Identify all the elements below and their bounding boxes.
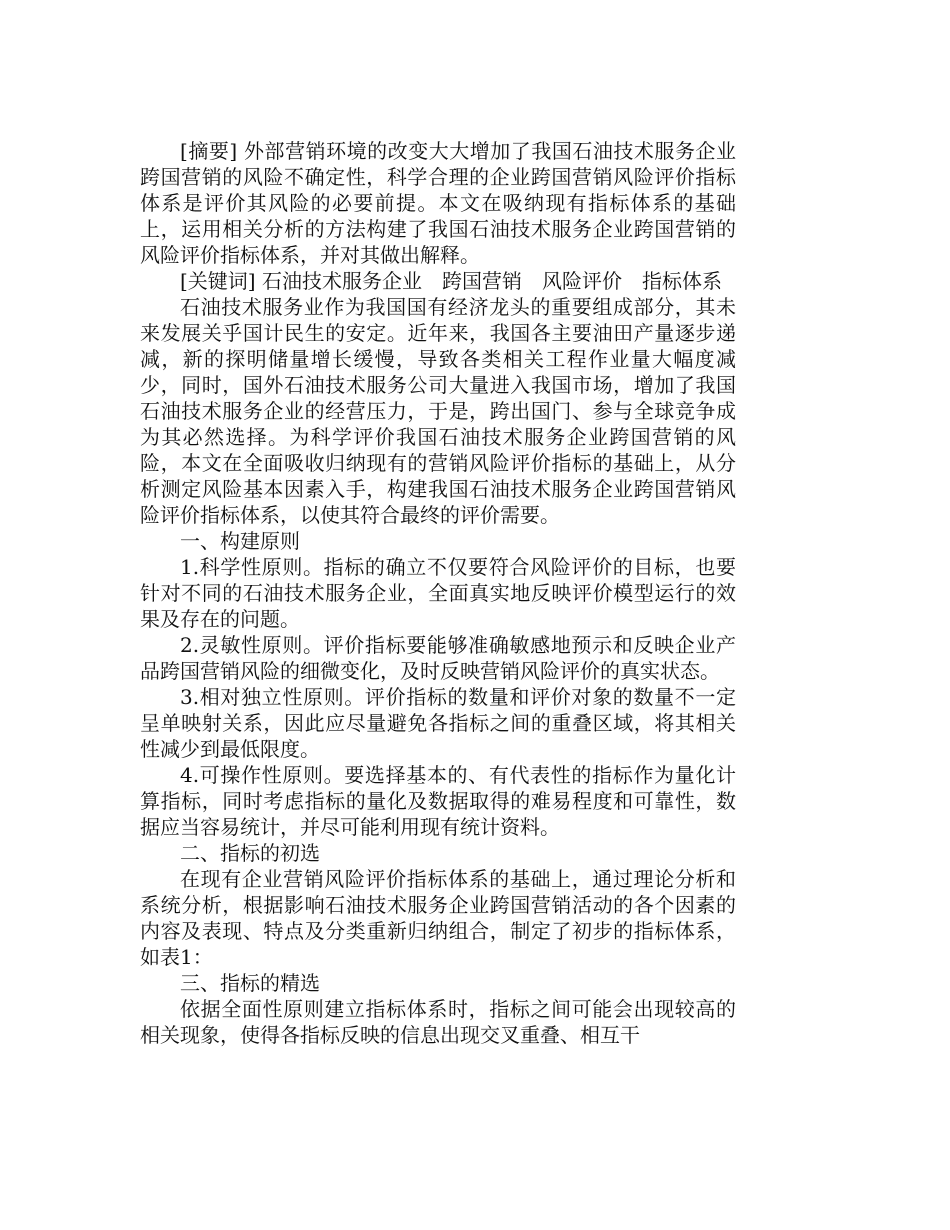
section-3-paragraph: 依据全面性原则建立指标体系时，指标之间可能会出现较高的相关现象，使得各指标反映的信息出现交叉重叠、相互干 <box>140 997 736 1047</box>
section-2-paragraph: 在现有企业营销风险评价指标体系的基础上，通过理论分析和系统分析，根据影响石油技术服务企业跨国营销活动的各个因素的内容及表现、特点及分类重新归纳组合，制定了初步的指标体系，如表1： <box>140 867 736 969</box>
document-body <box>140 138 736 1048</box>
section-3-heading: 三、指标的精选 <box>180 971 320 995</box>
principle-2-paragraph: 2.灵敏性原则。评价指标要能够准确敏感地预示和反映企业产品跨国营销风险的细微变化，及时反映营销风险评价的真实状态。 <box>140 633 736 683</box>
keywords-paragraph: [关键词] 石油技术服务企业 跨国营销 风险评价 指标体系 <box>180 269 722 293</box>
principle-1-paragraph: 1.科学性原则。指标的确立不仅要符合风险评价的目标，也要针对不同的石油技术服务企业，全面真实地反映评价模型运行的效果及存在的问题。 <box>140 555 736 631</box>
intro-paragraph: 石油技术服务业作为我国国有经济龙头的重要组成部分，其未来发展关乎国计民生的安定。近年来，我国各主要油田产量逐步递减，新的探明储量增长缓慢，导致各类相关工程作业量大幅度减少，同时，国外石油技术服务公司大量进入我国市场，增加了我国石油技术服务企业的经营压力，于是，跨出国门、参与全球竞争成为其必然选择。为科学评价我国石油技术服务企业跨国营销的风险，本文在全面吸收归纳现有的营销风险评价指标的基础上，从分析测定风险基本因素入手，构建我国石油技术服务企业跨国营销风险评价指标体系，以使其符合最终的评价需要。 <box>140 295 736 527</box>
abstract-paragraph: [摘要] 外部营销环境的改变大大增加了我国石油技术服务企业跨国营销的风险不确定性，科学合理的企业跨国营销风险评价指标体系是评价其风险的必要前提。本文在吸纳现有指标体系的基础上，运用相关分析的方法构建了我国石油技术服务企业跨国营销的风险评价指标体系，并对其做出解释。 <box>140 139 736 267</box>
section-2-heading: 二、指标的初选 <box>180 841 320 865</box>
principle-3-paragraph: 3.相对独立性原则。评价指标的数量和评价对象的数量不一定呈单映射关系，因此应尽量避免各指标之间的重叠区域，将其相关性减少到最低限度。 <box>140 685 736 761</box>
section-1-heading: 一、构建原则 <box>180 529 300 553</box>
principle-4-paragraph: 4.可操作性原则。要选择基本的、有代表性的指标作为量化计算指标，同时考虑指标的量化及数据取得的难易程度和可靠性，数据应当容易统计，并尽可能利用现有统计资料。 <box>140 763 736 839</box>
